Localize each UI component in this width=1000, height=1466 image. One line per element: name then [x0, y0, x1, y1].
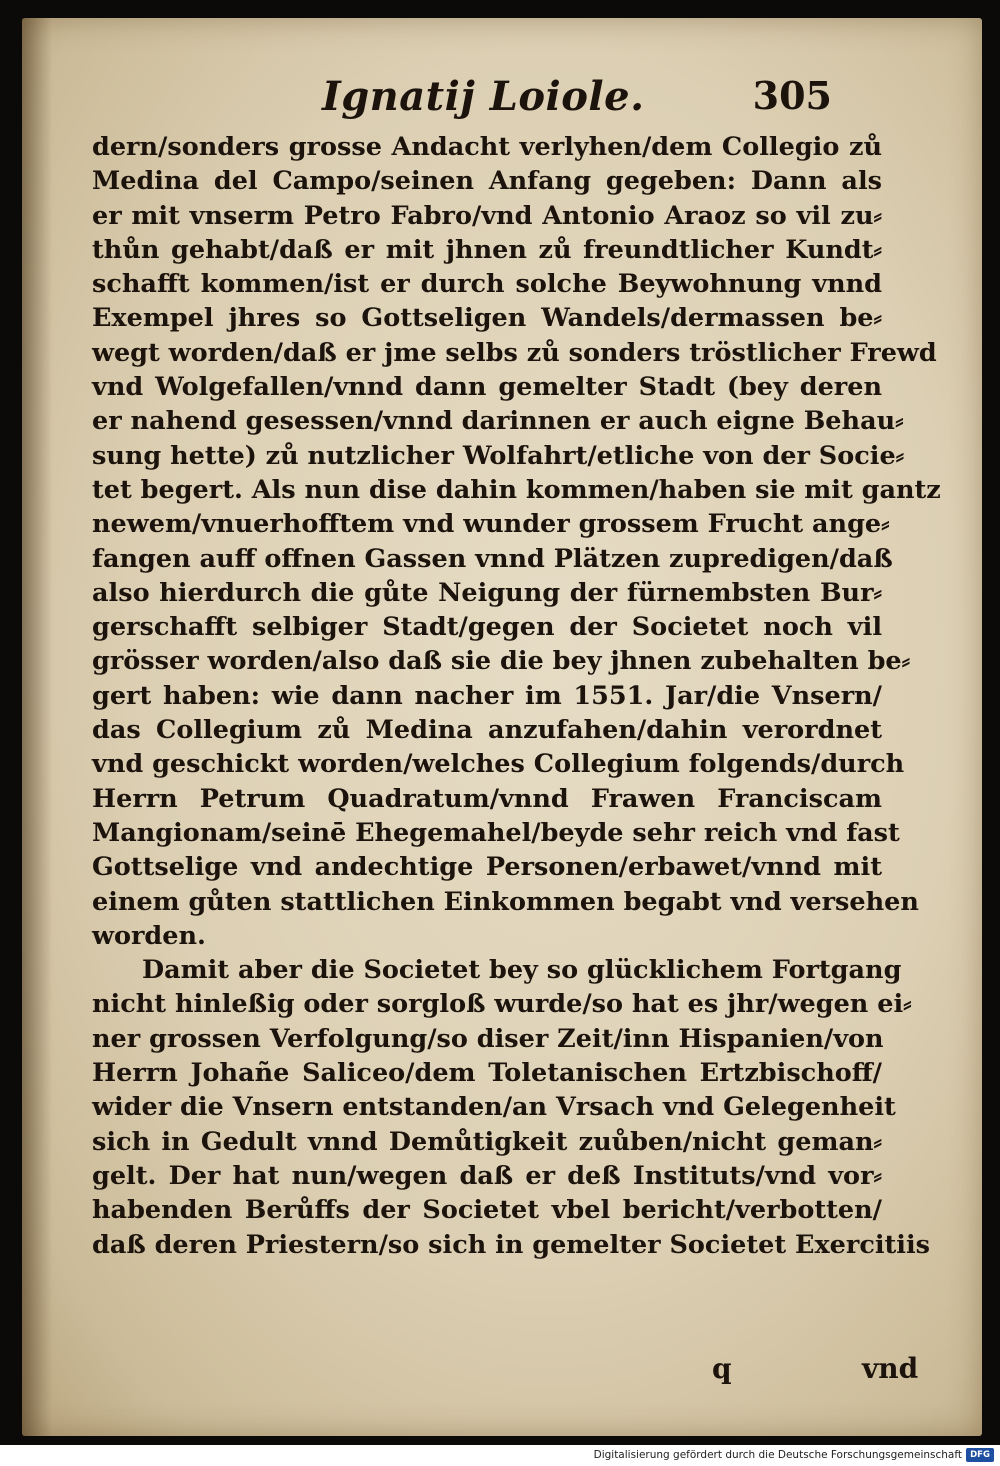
text-line: gelt. Der hat nun/wegen daß er deß Instituts/vnd vor⸗ [92, 1160, 882, 1191]
text-line: Damit aber die Societet bey so glücklichem Fortgang [142, 955, 902, 986]
dfg-logo-icon: DFG [966, 1448, 994, 1462]
text-line: einem gůten stattlichen Einkommen begabt vnd versehen [92, 886, 919, 917]
text-line: Mangionam/seinē Ehegemahel/beyde sehr reich vnd fast [92, 817, 900, 848]
book-page [22, 18, 982, 1436]
text-line: Exempel jhres so Gottseligen Wandels/dermassen be⸗ [92, 303, 882, 334]
text-line: schafft kommen/ist er durch solche Beywohnung vnnd [92, 269, 882, 300]
text-line: newem/vnuerhofftem vnd wunder grossem Frucht ange⸗ [92, 509, 890, 540]
text-line: vnd Wolgefallen/vnnd dann gemelter Stadt (bey deren [92, 372, 882, 403]
text-line: worden. [92, 920, 206, 951]
text-line: gert haben: wie dann nacher im 1551. Jar/die Vnsern/ [92, 680, 882, 711]
page-number: 305 [752, 73, 832, 118]
text-line: sich in Gedult vnnd Demůtigkeit zuůben/nicht geman⸗ [92, 1126, 882, 1157]
text-line: wider die Vnsern entstanden/an Vrsach vnd Gelegenheit [92, 1092, 896, 1123]
text-line: dern/sonders grosse Andacht verlyhen/dem Collegio zů [92, 132, 882, 162]
funding-credit: Digitalisierung gefördert durch die Deutsche Forschungsgemeinschaft [593, 1449, 962, 1461]
text-line: habenden Berůffs der Societet vbel bericht/verbotten/ [92, 1195, 882, 1226]
text-line: Herrn Petrum Quadratum/vnnd Frawen Franciscam [92, 783, 882, 814]
text-line: grösser worden/also daß sie die bey jhnen zubehalten be⸗ [92, 646, 911, 677]
text-line: nicht hinleßig oder sorgloß wurde/so hat es jhr/wegen ei⸗ [92, 989, 912, 1020]
text-line: thůn gehabt/daß er mit jhnen zů freundtlicher Kundt⸗ [92, 234, 882, 265]
text-line: er nahend gesessen/vnnd darinnen er auch eigne Behau⸗ [92, 406, 904, 437]
text-line: fangen auff offnen Gassen vnnd Plätzen zupredigen/daß [92, 543, 893, 574]
body-text [92, 130, 941, 1385]
running-head: Ignatij Loiole. [322, 73, 645, 120]
footer-bar [0, 1445, 1000, 1466]
text-line: daß deren Priestern/so sich in gemelter Societet Exercitiis [92, 1229, 931, 1260]
text-line: also hierdurch die gůte Neigung der fürnembsten Bur⸗ [92, 577, 882, 608]
text-line: gerschafft selbiger Stadt/gegen der Societet noch vil [92, 612, 882, 643]
text-line: das Collegium zů Medina anzufahen/dahin verordnet [92, 715, 882, 746]
text-line: er mit vnserm Petro Fabro/vnd Antonio Araoz so vil zu⸗ [92, 200, 882, 231]
text-line: sung hette) zů nutzlicher Wolfahrt/etliche von der Socie⸗ [92, 440, 905, 471]
text-line: Herrn Johañe Saliceo/dem Toletanischen Ertzbischoff/ [92, 1058, 882, 1089]
text-line: ner grossen Verfolgung/so diser Zeit/inn Hispanien/von [92, 1023, 884, 1054]
text-line: wegt worden/daß er jme selbs zů sonders tröstlicher Frewd [92, 337, 937, 368]
text-line: Gottselige vnd andechtige Personen/erbawet/vnnd mit [92, 852, 882, 883]
signature-mark: q [712, 1352, 732, 1385]
catchword: vnd [862, 1352, 919, 1385]
text-line: vnd geschickt worden/welches Collegium folgends/durch [92, 749, 905, 780]
text-line: Medina del Campo/seinen Anfang gegeben: Dann als [92, 166, 882, 197]
page-header [322, 73, 832, 133]
text-line: tet begert. Als nun dise dahin kommen/haben sie mit gantz [92, 474, 941, 505]
catchword-line [92, 1352, 919, 1392]
